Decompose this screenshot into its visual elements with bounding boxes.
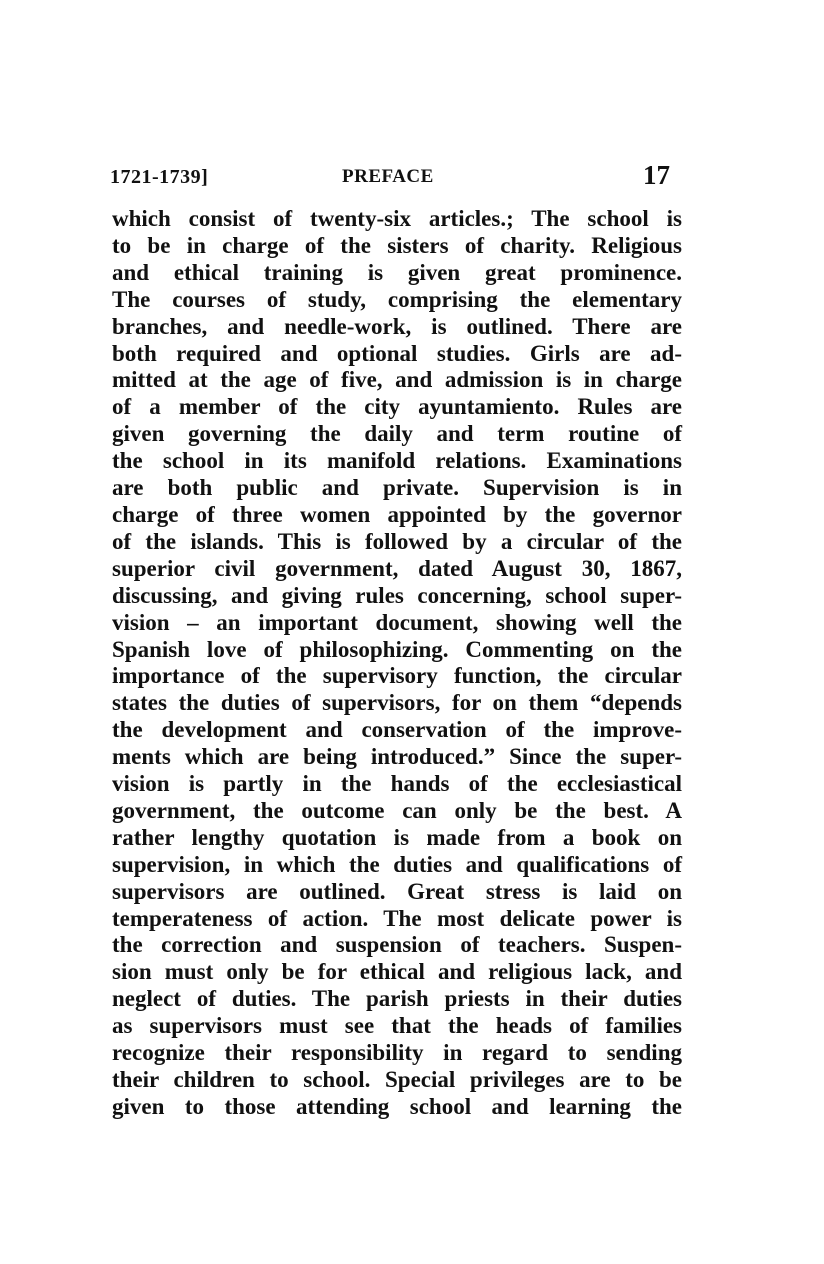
- text-line: the school in its manifold relations. Examinations: [112, 448, 682, 474]
- text-line: states the duties of supervisors, for on them “depends: [112, 690, 682, 716]
- text-line: mitted at the age of five, and admission is in charge: [112, 367, 682, 393]
- text-line: are both public and private. Supervision is in: [112, 475, 682, 501]
- text-line: both required and optional studies. Girls are ad-: [112, 340, 682, 366]
- text-line: discussing, and giving rules concerning, school super-: [112, 582, 682, 608]
- text-line: Spanish love of philosophizing. Commenting on the: [112, 636, 682, 662]
- text-line: given governing the daily and term routine of: [112, 421, 682, 447]
- section-title: PREFACE: [342, 166, 434, 187]
- text-line: branches, and needle-work, is outlined. There are: [112, 313, 682, 339]
- text-line: which consist of twenty-six articles.; The school is: [112, 206, 682, 231]
- text-line: superior civil government, dated August 30, 1867,: [112, 555, 682, 581]
- text-line: as supervisors must see that the heads of families: [112, 1013, 682, 1039]
- text-line: recognize their responsibility in regard to sending: [112, 1040, 682, 1066]
- text-line: rather lengthy quotation is made from a book on: [112, 824, 682, 850]
- text-line: sion must only be for ethical and religious lack, and: [112, 959, 682, 985]
- text-line: the correction and suspension of teachers. Suspen-: [112, 932, 682, 958]
- year-range: 1721-1739]: [110, 166, 209, 188]
- text-line: vision is partly in the hands of the ecclesiastical: [112, 771, 682, 797]
- text-line: and ethical training is given great prominence.: [112, 259, 682, 285]
- text-line: government, the outcome can only be the best. A: [112, 797, 682, 823]
- text-line: given to those attending school and learning the: [112, 1093, 682, 1119]
- text-line: the development and conservation of the improve-: [112, 717, 682, 743]
- body-text: [112, 206, 682, 1121]
- text-line: charge of three women appointed by the governor: [112, 501, 682, 527]
- text-line: vision – an important document, showing well the: [112, 609, 682, 635]
- text-line: importance of the supervisory function, the circular: [112, 663, 682, 689]
- text-line: neglect of duties. The parish priests in their duties: [112, 986, 682, 1012]
- text-line: of the islands. This is followed by a circular of the: [112, 528, 682, 554]
- page-number: 17: [643, 160, 670, 190]
- text-line: ments which are being introduced.” Since the super-: [112, 744, 682, 770]
- text-line: of a member of the city ayuntamiento. Rules are: [112, 394, 682, 420]
- running-header: [110, 160, 670, 194]
- text-line: temperateness of action. The most delicate power is: [112, 905, 682, 931]
- text-line: The courses of study, comprising the elementary: [112, 286, 682, 312]
- text-line: to be in charge of the sisters of charity. Religious: [112, 232, 682, 258]
- text-line: supervisors are outlined. Great stress is laid on: [112, 878, 682, 904]
- text-line: supervision, in which the duties and qualifications of: [112, 851, 682, 877]
- text-line: their children to school. Special privileges are to be: [112, 1067, 682, 1092]
